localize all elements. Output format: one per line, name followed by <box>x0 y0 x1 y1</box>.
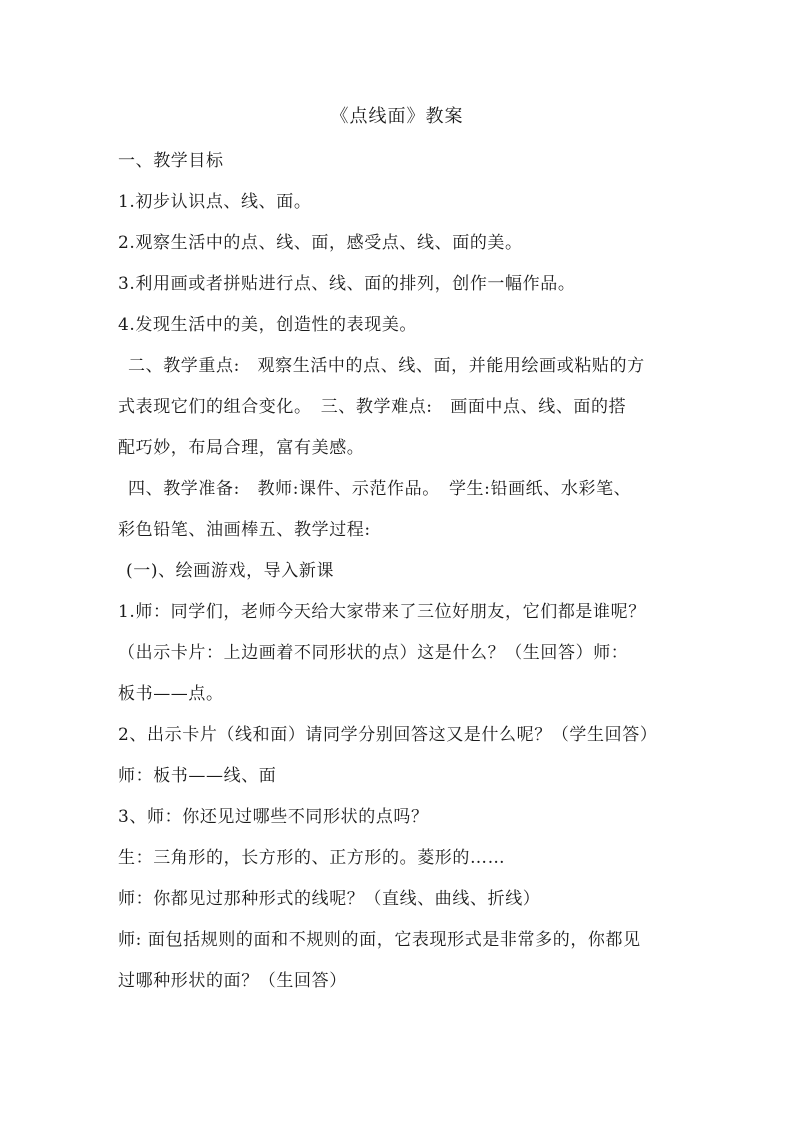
preparation-line: 四、教学准备: 教师:课件、示范作品。 学生:铅画纸、水彩笔、 <box>128 479 632 499</box>
difficulty-continued-line: 配巧妙，布局合理，富有美感。 <box>118 438 365 458</box>
process-line-10: 过哪种形状的面？（生回答） <box>118 971 347 991</box>
process-line-5: 师：板书——线、面 <box>118 766 277 786</box>
preparation-continued-line: 彩色铅笔、油画棒五、教学过程: <box>118 520 371 540</box>
goal-item-4: 4.发现生活中的美，创造性的表现美。 <box>118 315 418 335</box>
heading-teaching-goals: 一、教学目标 <box>118 151 224 171</box>
process-line-4: 2、出示卡片（线和面）请同学分别回答这又是什么呢？（学生回答） <box>118 725 658 745</box>
process-line-2: （出示卡片：上边画着不同形状的点）这是什么？（生回答）师： <box>118 643 629 663</box>
key-points-continued-line: 式表现它们的组合变化。 三、教学难点: 画面中点、线、面的搭 <box>118 397 627 417</box>
goal-item-3: 3.利用画或者拼贴进行点、线、面的排列，创作一幅作品。 <box>118 274 576 294</box>
section-drawing-game: (一)、绘画游戏，导入新课 <box>126 561 335 581</box>
document-title: 《点线面》教案 <box>330 106 464 127</box>
goal-item-2: 2.观察生活中的点、线、面，感受点、线、面的美。 <box>118 233 523 253</box>
document-body <box>118 141 684 1002</box>
process-line-6: 3、师：你还见过哪些不同形状的点吗？ <box>118 807 429 827</box>
process-line-9: 师: 面包括规则的面和不规则的面，它表现形式是非常多的，你都见 <box>118 930 641 950</box>
process-line-3: 板书——点。 <box>118 684 224 704</box>
process-line-1: 1.师：同学们，老师今天给大家带来了三位好朋友，它们都是谁呢？ <box>118 602 646 622</box>
goal-item-1: 1.初步认识点、线、面。 <box>118 192 312 212</box>
process-line-7: 生：三角形的，长方形的、正方形的。菱形的…… <box>118 848 506 868</box>
key-points-line: 二、教学重点: 观察生活中的点、线、面，并能用绘画或粘贴的方 <box>128 356 645 376</box>
process-line-8: 师：你都见过那种形式的线呢？（直线、曲线、折线） <box>118 889 541 909</box>
